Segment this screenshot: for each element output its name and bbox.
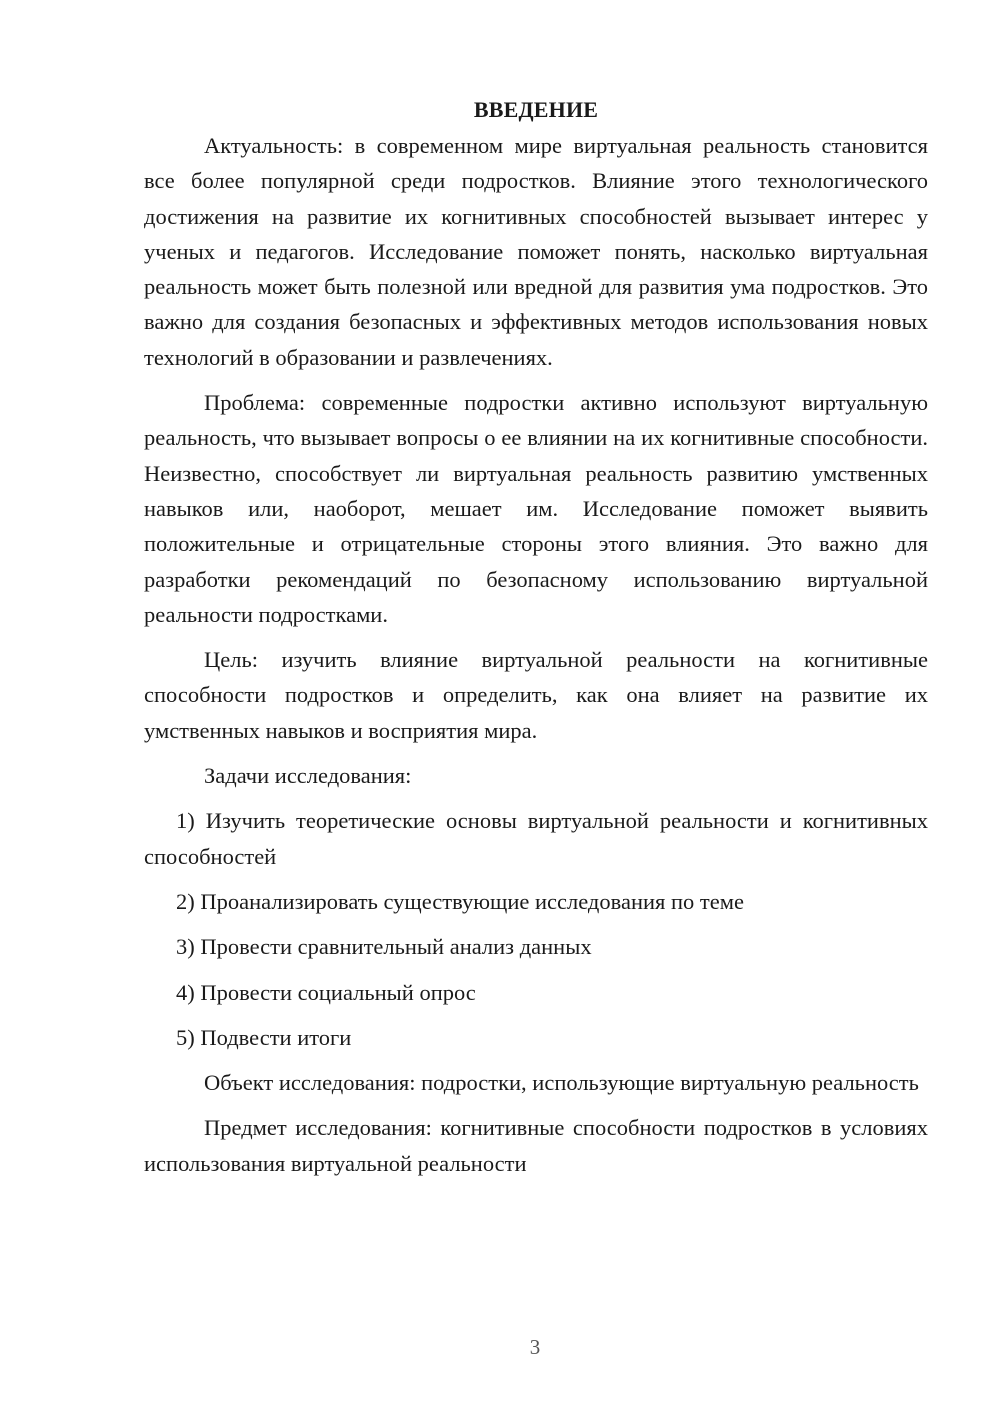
page-content <box>144 92 928 1181</box>
list-item: 3) Провести сравнительный анализ данных <box>176 934 592 960</box>
paragraph-object: Объект исследования: подростки, использующие виртуальную реальность <box>204 1070 919 1096</box>
list-item: 4) Провести социальный опрос <box>176 979 476 1005</box>
tasks-heading: Задачи исследования: <box>204 763 412 789</box>
paragraph-relevance: Актуальность: в современном мире виртуальная реальность становится все более популярной среди подростков. Влияние этого технологического достижения на развитие их когнитивных способностей вызывает интерес у ученых и педагогов. Исследование поможет понять, насколько виртуальная реальность может быть полезной или вредной для развития ума подростков. Это важно для создания безопасных и эффективных методов использования новых технологий в образовании и развлечениях. <box>144 133 928 370</box>
paragraph-problem: Проблема: современные подростки активно используют виртуальную реальность, что вызывает вопросы о ее влиянии на их когнитивные способности. Неизвестно, способствует ли виртуальная реальность развитию умственных навыков или, наоборот, мешает им. Исследование поможет выявить положительные и отрицательные стороны этого влияния. Это важно для разработки рекомендаций по безопасному использованию виртуальной реальности подростками. <box>144 390 928 627</box>
list-item: 5) Подвести итоги <box>176 1024 352 1050</box>
list-item: 2) Проанализировать существующие исследования по теме <box>176 888 744 914</box>
list-item: 1) Изучить теоретические основы виртуальной реальности и когнитивных способностей <box>144 808 928 869</box>
page-title: ВВЕДЕНИЕ <box>473 97 599 122</box>
tasks-list <box>144 803 928 1055</box>
paragraph-goal: Цель: изучить влияние виртуальной реальности на когнитивные способности подростков и определить, как она влияет на развитие их умственных навыков и восприятия мира. <box>144 647 928 743</box>
paragraph-subject: Предмет исследования: когнитивные способности подростков в условиях использования виртуальной реальности <box>144 1115 928 1176</box>
page-number: 3 <box>529 1335 541 1359</box>
